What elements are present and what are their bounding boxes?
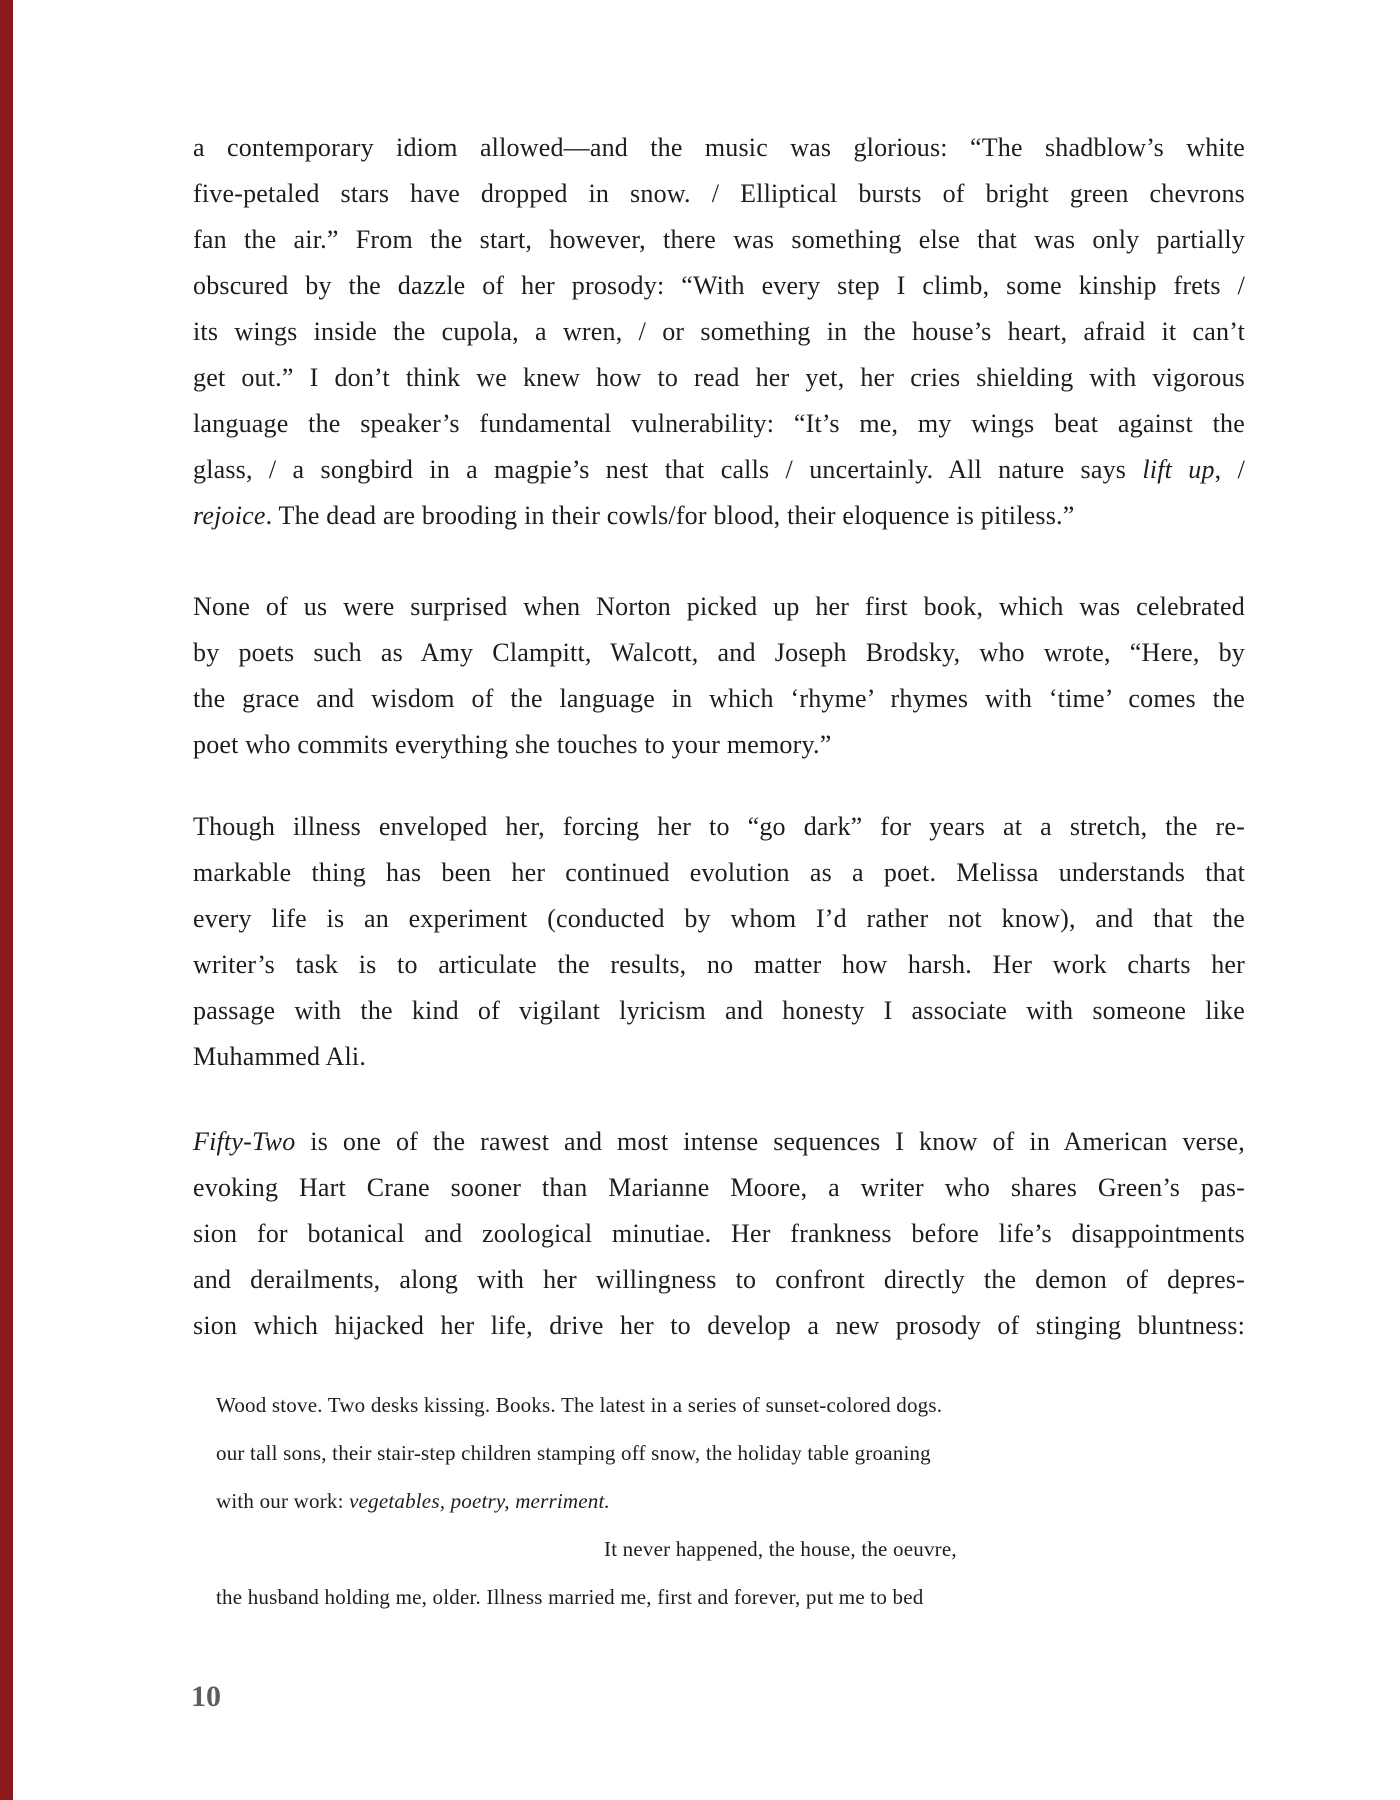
text-line: [216, 1525, 1076, 1573]
text-segment: markable thing has been her continued evolution as a poet. Melissa understands that: [193, 858, 1245, 887]
body-paragraph-4: [193, 1119, 1245, 1349]
body-paragraph-3: [193, 804, 1245, 1080]
text-line: [193, 1119, 1245, 1165]
text-line: [193, 1257, 1245, 1303]
text-segment: the grace and wisdom of the language in which ‘rhyme’ rhymes with ‘time’ comes the: [193, 684, 1245, 713]
block-quote: [216, 1381, 1076, 1621]
text-segment: five-petaled stars have dropped in snow. / Elliptical bursts of bright green chevrons: [193, 179, 1245, 208]
text-line: [193, 1303, 1245, 1349]
text-segment: sion for botanical and zoological minutiae. Her frankness before life’s disappointments: [193, 1219, 1245, 1248]
text-line: [193, 896, 1245, 942]
text-segment: Wood stove. Two desks kissing. Books. The latest in a series of sunset-colored dogs.: [216, 1393, 943, 1417]
text-segment: It never happened, the house, the oeuvre,: [604, 1537, 957, 1561]
text-segment: Though illness enveloped her, forcing her to “go dark” for years at a stretch, the re-: [193, 812, 1245, 841]
text-segment: obscured by the dazzle of her prosody: “With every step I climb, some kinship frets /: [193, 271, 1245, 300]
italic-text: lift up: [1142, 455, 1215, 484]
text-line: [193, 171, 1245, 217]
text-line: [193, 804, 1245, 850]
body-paragraph-2: [193, 584, 1245, 768]
text-segment: evoking Hart Crane sooner than Marianne Moore, a writer who shares Green’s pas-: [193, 1173, 1245, 1202]
text-line: [193, 988, 1245, 1034]
text-segment: every life is an experiment (conducted by whom I’d rather not know), and that the: [193, 904, 1245, 933]
italic-text: rejoice: [193, 501, 266, 530]
text-line: [193, 1211, 1245, 1257]
text-segment: passage with the kind of vigilant lyricism and honesty I associate with someone like: [193, 996, 1245, 1025]
text-segment: sion which hijacked her life, drive her to develop a new prosody of stinging bluntness:: [193, 1311, 1245, 1340]
text-line: [216, 1429, 1076, 1477]
text-line: [193, 355, 1245, 401]
text-segment: the husband holding me, older. Illness married me, first and forever, put me to bed: [216, 1585, 924, 1609]
text-segment: . The dead are brooding in their cowls/for blood, their eloquence is pitiless.”: [265, 501, 1075, 530]
text-line: [216, 1573, 1076, 1621]
text-segment: by poets such as Amy Clampitt, Walcott, and Joseph Brodsky, who wrote, “Here, by: [193, 638, 1245, 667]
text-segment: language the speaker’s fundamental vulnerability: “It’s me, my wings beat against the: [193, 409, 1245, 438]
text-line: [193, 722, 1245, 768]
italic-text: vegetables, poetry, merriment.: [349, 1489, 610, 1513]
text-segment: with our work:: [216, 1489, 350, 1513]
text-segment: and derailments, along with her willingness to confront directly the demon of depres-: [193, 1265, 1245, 1294]
text-line: [193, 630, 1245, 676]
text-line: [193, 850, 1245, 896]
text-line: [193, 676, 1245, 722]
page-number: 10: [191, 1680, 221, 1713]
text-line: [193, 263, 1245, 309]
text-segment: our tall sons, their stair-step children stamping off snow, the holiday table groaning: [216, 1441, 931, 1465]
text-line: [193, 125, 1245, 171]
text-line: [193, 584, 1245, 630]
text-line: [193, 942, 1245, 988]
text-line: [193, 309, 1245, 355]
text-line: [216, 1381, 1076, 1429]
text-line: [193, 1034, 1245, 1080]
text-line: [193, 217, 1245, 263]
text-segment: is one of the rawest and most intense sequences I know of in American verse,: [295, 1127, 1245, 1156]
text-segment: its wings inside the cupola, a wren, / or something in the house’s heart, afraid it can’t: [193, 317, 1245, 346]
text-segment: writer’s task is to articulate the results, no matter how harsh. Her work charts her: [193, 950, 1245, 979]
text-segment: None of us were surprised when Norton picked up her first book, which was celebrated: [193, 592, 1245, 621]
text-line: [216, 1477, 1076, 1525]
text-line: [193, 447, 1245, 493]
text-segment: , /: [1214, 455, 1245, 484]
italic-text: Fifty-Two: [193, 1127, 296, 1156]
book-spine-accent: [0, 0, 13, 1800]
text-line: [193, 1165, 1245, 1211]
body-paragraph-1: [193, 125, 1245, 539]
text-line: [193, 493, 1245, 539]
text-segment: fan the air.” From the start, however, there was something else that was only partially: [193, 225, 1245, 254]
text-segment: Muhammed Ali.: [193, 1042, 367, 1071]
text-segment: glass, / a songbird in a magpie’s nest that calls / uncertainly. All nature says: [193, 455, 1143, 484]
text-segment: get out.” I don’t think we knew how to read her yet, her cries shielding with vigorous: [193, 363, 1245, 392]
text-line: [193, 401, 1245, 447]
text-segment: a contemporary idiom allowed—and the music was glorious: “The shadblow’s white: [193, 133, 1245, 162]
text-segment: poet who commits everything she touches to your memory.”: [193, 730, 832, 759]
